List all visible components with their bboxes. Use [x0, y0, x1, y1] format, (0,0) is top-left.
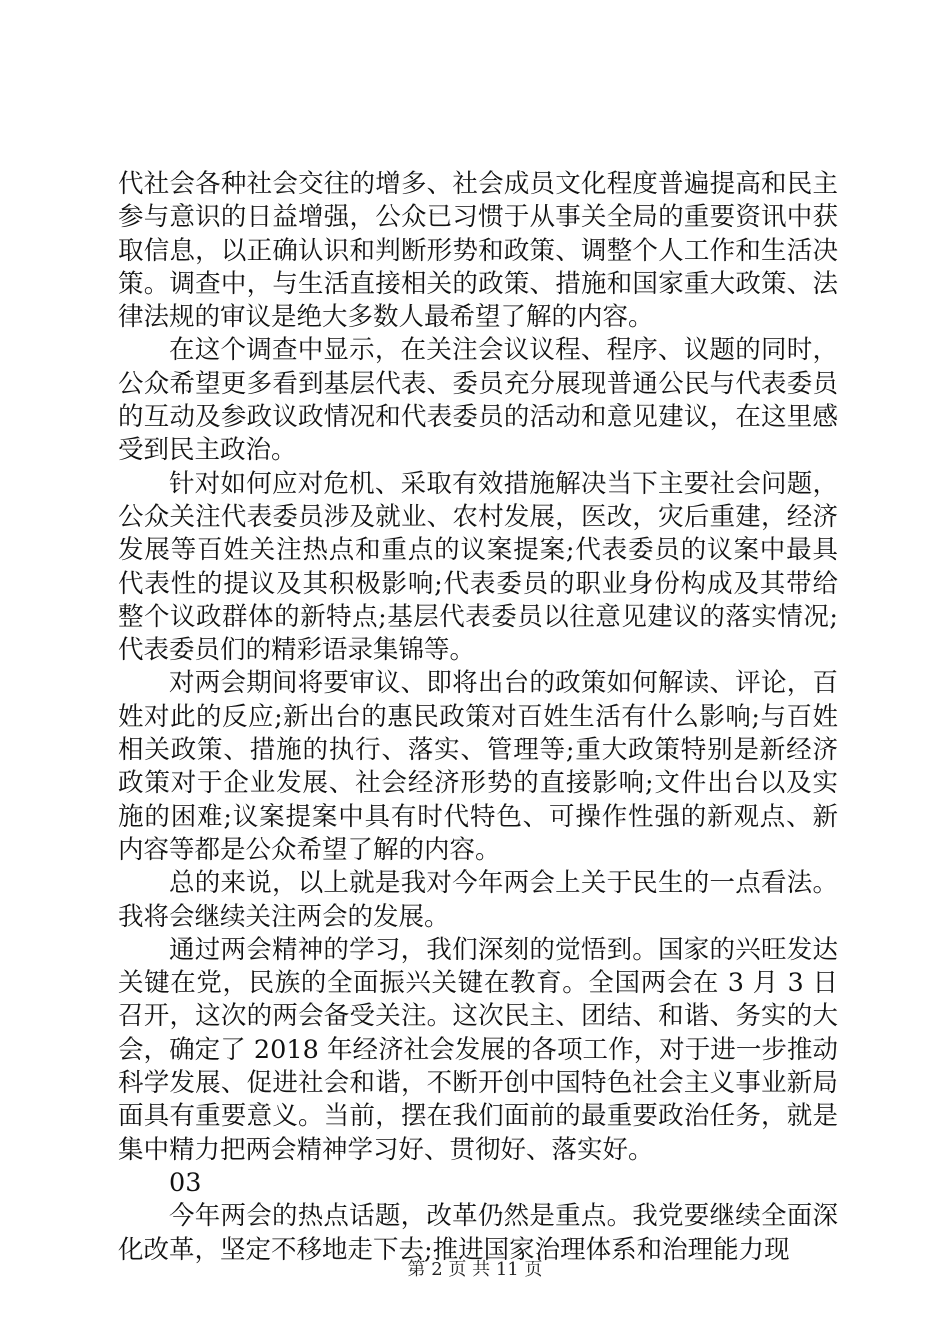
paragraph: 在这个调查中显示，在关注会议议程、程序、议题的同时，公众希望更多看到基层代表、委员充分展现普通公民与代表委员的互动及参政议政情况和代表委员的活动和意见建议，在这里感受到民主政治。 — [118, 335, 838, 466]
paragraph: 今年两会的热点话题，改革仍然是重点。我党要继续全面深化改革，坚定不移地走下去;推进国家治理体系和治理能力现 — [118, 1201, 838, 1265]
paragraph: 对两会期间将要审议、即将出台的政策如何解读、评论，百姓对此的反应;新出台的惠民政策对百姓生活有什么影响;与百姓相关政策、措施的执行、落实、管理等;重大政策特别是新经济政策对于企业发展、社会经济形势的直接影响;文件出台以及实施的困难;议案提案中具有时代特色、可操作性强的新观点、新内容等都是公众希望了解的内容。 — [118, 668, 838, 865]
section-number: 03 — [169, 1167, 202, 1198]
page-number-label: 第 2 页 共 11 页 — [407, 1259, 543, 1280]
paragraph: 通过两会精神的学习，我们深刻的觉悟到。国家的兴旺发达关键在党，民族的全面振兴关键在教育。全国两会在 3 月 3 日召开，这次的两会备受关注。这次民主、团结、和谐、务实的大会，确定了 2018 年经济社会发展的各项工作，对于进一步推动科学发展、促进社会和谐，不断开创中国特色社会主义事业新局面具有重要意义。当前，摆在我们面前的最重要政治任务，就是集中精力把两会精神学习好、贯彻好、落实好。 — [118, 934, 838, 1165]
document-body — [118, 168, 838, 1267]
paragraph: 总的来说，以上就是我对今年两会上关于民生的一点看法。我将会继续关注两会的发展。 — [118, 868, 838, 932]
page-footer — [0, 1258, 950, 1282]
paragraph: 代社会各种社会交往的增多、社会成员文化程度普遍提高和民主参与意识的日益增强，公众已习惯于从事关全局的重要资讯中获取信息，以正确认识和判断形势和政策、调整个人工作和生活决策。调查中，与生活直接相关的政策、措施和国家重大政策、法律法规的审议是绝大多数人最希望了解的内容。 — [118, 169, 838, 333]
paragraph: 针对如何应对危机、采取有效措施解决当下主要社会问题，公众关注代表委员涉及就业、农村发展，医改，灾后重建，经济发展等百姓关注热点和重点的议案提案;代表委员的议案中最具代表性的提议及其积极影响;代表委员的职业身份构成及其带给整个议政群体的新特点;基层代表委员以往意见建议的落实情况;代表委员们的精彩语录集锦等。 — [118, 468, 838, 666]
